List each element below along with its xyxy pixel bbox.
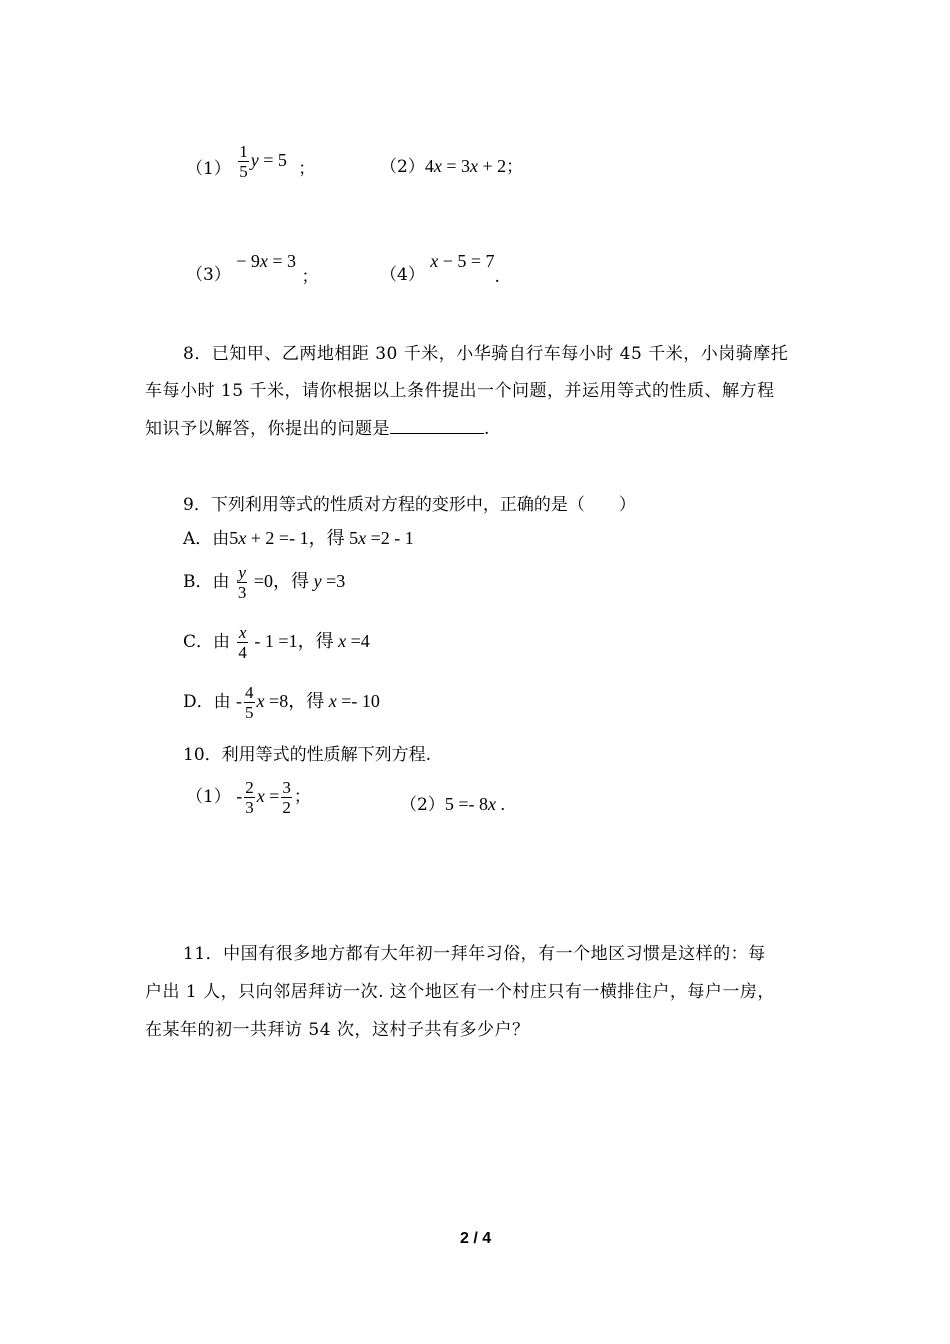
q9-stem: 9．下列利用等式的性质对方程的变形中，正确的是（ ）	[183, 495, 636, 515]
q8-line1: 8．已知甲、乙两地相距 30 千米，小华骑自行车每小时 45 千米，小岗骑摩托	[183, 344, 789, 364]
q10-part2: （2）5 =- 8x .	[400, 794, 505, 815]
q11-line3: 在某年的初一共拜访 54 次，这村子共有多少户？	[145, 1020, 530, 1040]
q7-part1: （1） $\frac{1}{5}$ y = 5 ；	[186, 142, 316, 181]
q11-line2: 户出 1 人，只向邻居拜访一次. 这个地区有一个村庄只有一横排住户，每户一房，	[145, 982, 775, 1002]
q9-option-d[interactable]: D．由 - $\frac{4}{5}$ x =8，得 x =- 10	[183, 683, 380, 722]
q9-option-c[interactable]: C．由 $\frac{x}{4}$ - 1 =1，得 x =4	[183, 623, 370, 662]
q10-stem: 10．利用等式的性质解下列方程.	[183, 745, 432, 765]
answer-blank[interactable]	[390, 416, 484, 434]
q8-line2: 车每小时 15 千米，请你根据以上条件提出一个问题，并运用等式的性质、解方程	[145, 381, 775, 401]
q7-part4: （4） x − 5 = 7.	[380, 251, 500, 287]
page-number: 2 / 4	[460, 1230, 492, 1247]
q7-part3: （3） − 9x = 3 ；	[186, 251, 319, 287]
q8-line3: 知识予以解答，你提出的问题是 .	[145, 410, 490, 448]
q11-line1: 11．中国有很多地方都有大年初一拜年习俗，有一个地区习惯是这样的：每	[183, 944, 766, 964]
q9-option-b[interactable]: B．由 $\frac{y}{3}$ =0，得 y =3	[183, 563, 346, 602]
q7-p1-fraction: $\frac{1}{5}$	[239, 142, 248, 181]
q9-option-a[interactable]: A．由5x + 2 =- 1，得 5x =2 - 1	[183, 528, 414, 549]
q10-part1: （1） - $\frac{2}{3}$ x = $\frac{3}{2}$ ；	[186, 778, 311, 817]
q7-part2: （2）4x = 3x + 2；	[380, 156, 524, 177]
